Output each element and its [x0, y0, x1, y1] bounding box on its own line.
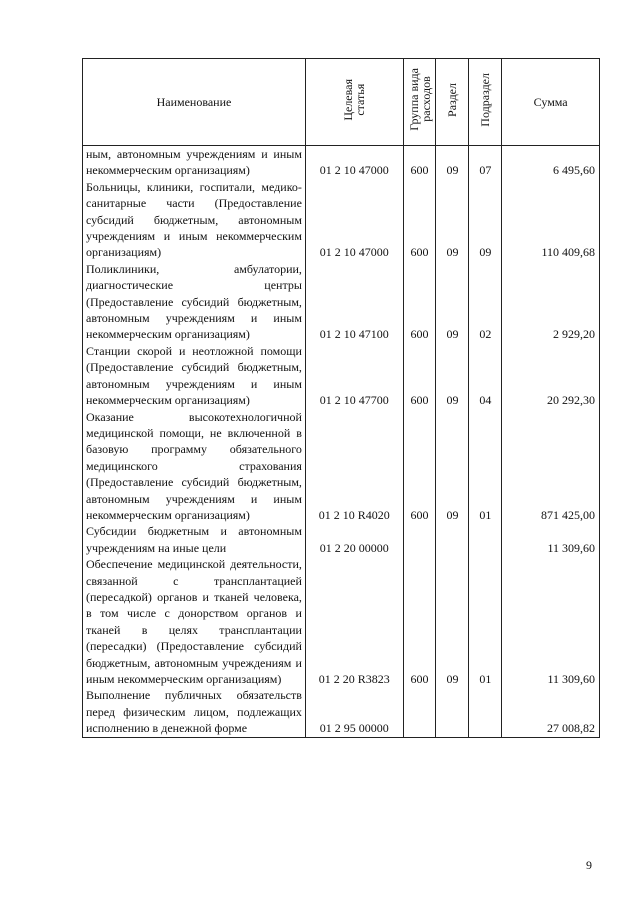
table-row [83, 523, 600, 556]
cell-section [436, 687, 469, 737]
cell-name: Поликлиники, амбулатории, диагностические центры (Предоставление субсидий бюджетным, автономным учреждениям и иным некоммерческим организациям) [83, 261, 306, 343]
cell-name: Станции скорой и неотложной помощи (Предоставление субсидий бюджетным, автономным учреждениям и иным некоммерческим организациям) [83, 343, 306, 409]
cell-name: Больницы, клиники, госпитали, медико-санитарные части (Предоставление субсидий бюджетным, автономным учреждениям и иным некоммерческим организациям) [83, 179, 306, 261]
cell-name: Выполнение публичных обязательств перед физическим лицом, подлежащих исполнению в денежной форме [83, 687, 306, 737]
cell-name: Субсидии бюджетным и автономным учреждениям на иные цели [83, 523, 306, 556]
cell-name: ным, автономным учреждениям и иным некоммерческим организациям) [83, 146, 306, 179]
cell-sum: 110 409,68 [502, 179, 600, 261]
cell-name: Оказание высокотехнологичной медицинской помощи, не включенной в базовую программу обязательного медицинского страхования (Предоставление субсидий бюджетным, автономным учреждениям и иным некоммерческим организациям) [83, 409, 306, 524]
header-subsection-cell [469, 59, 502, 146]
cell-group [403, 523, 436, 556]
cell-subsection: 04 [469, 343, 502, 409]
cell-name: Обеспечение медицинской деятельности, связанной с трансплантацией (пересадкой) органов и тканей человека, в том числе с донорством органов и тканей в целях трансплантации (пересадки) (Предоставление субсидий бюджетным, автономным учреждениям и иным некоммерческим организациям) [83, 556, 306, 687]
cell-section [436, 523, 469, 556]
cell-group: 600 [403, 343, 436, 409]
cell-code: 01 2 20 00000 [305, 523, 403, 556]
cell-code: 01 2 10 47000 [305, 179, 403, 261]
cell-group: 600 [403, 179, 436, 261]
table-row [83, 556, 600, 687]
cell-code: 01 2 95 00000 [305, 687, 403, 737]
header-code-cell [305, 59, 403, 146]
cell-section: 09 [436, 409, 469, 524]
cell-section: 09 [436, 343, 469, 409]
header-sum: Сумма [502, 59, 600, 146]
cell-group: 600 [403, 261, 436, 343]
table-row [83, 146, 600, 179]
table-row [83, 179, 600, 261]
header-subsection: Подраздел [478, 72, 493, 127]
header-section-cell [436, 59, 469, 146]
cell-code: 01 2 10 R4020 [305, 409, 403, 524]
cell-group: 600 [403, 146, 436, 179]
header-name: Наименование [83, 59, 306, 146]
cell-group: 600 [403, 409, 436, 524]
cell-subsection [469, 523, 502, 556]
table-body [83, 146, 600, 738]
cell-group: 600 [403, 556, 436, 687]
cell-sum: 871 425,00 [502, 409, 600, 524]
header-group: Группа вида расходов [406, 68, 433, 132]
cell-sum: 2 929,20 [502, 261, 600, 343]
cell-sum: 20 292,30 [502, 343, 600, 409]
cell-code: 01 2 10 47100 [305, 261, 403, 343]
page-number: 9 [586, 858, 592, 872]
cell-sum: 27 008,82 [502, 687, 600, 737]
cell-section: 09 [436, 179, 469, 261]
header-group-cell [403, 59, 436, 146]
cell-code: 01 2 20 R3823 [305, 556, 403, 687]
table-row [83, 343, 600, 409]
table-row [83, 687, 600, 737]
cell-group [403, 687, 436, 737]
cell-subsection: 01 [469, 409, 502, 524]
cell-subsection: 02 [469, 261, 502, 343]
cell-sum: 11 309,60 [502, 523, 600, 556]
cell-sum: 6 495,60 [502, 146, 600, 179]
table-row [83, 409, 600, 524]
cell-subsection [469, 687, 502, 737]
cell-subsection: 09 [469, 179, 502, 261]
cell-code: 01 2 10 47700 [305, 343, 403, 409]
cell-sum: 11 309,60 [502, 556, 600, 687]
header-section: Раздел [445, 82, 460, 117]
cell-section: 09 [436, 146, 469, 179]
budget-table [82, 58, 600, 738]
cell-subsection: 07 [469, 146, 502, 179]
cell-section: 09 [436, 556, 469, 687]
header-code: Целевая статья [341, 78, 368, 121]
table-header [83, 59, 600, 146]
table-row [83, 261, 600, 343]
cell-code: 01 2 10 47000 [305, 146, 403, 179]
cell-subsection: 01 [469, 556, 502, 687]
cell-section: 09 [436, 261, 469, 343]
